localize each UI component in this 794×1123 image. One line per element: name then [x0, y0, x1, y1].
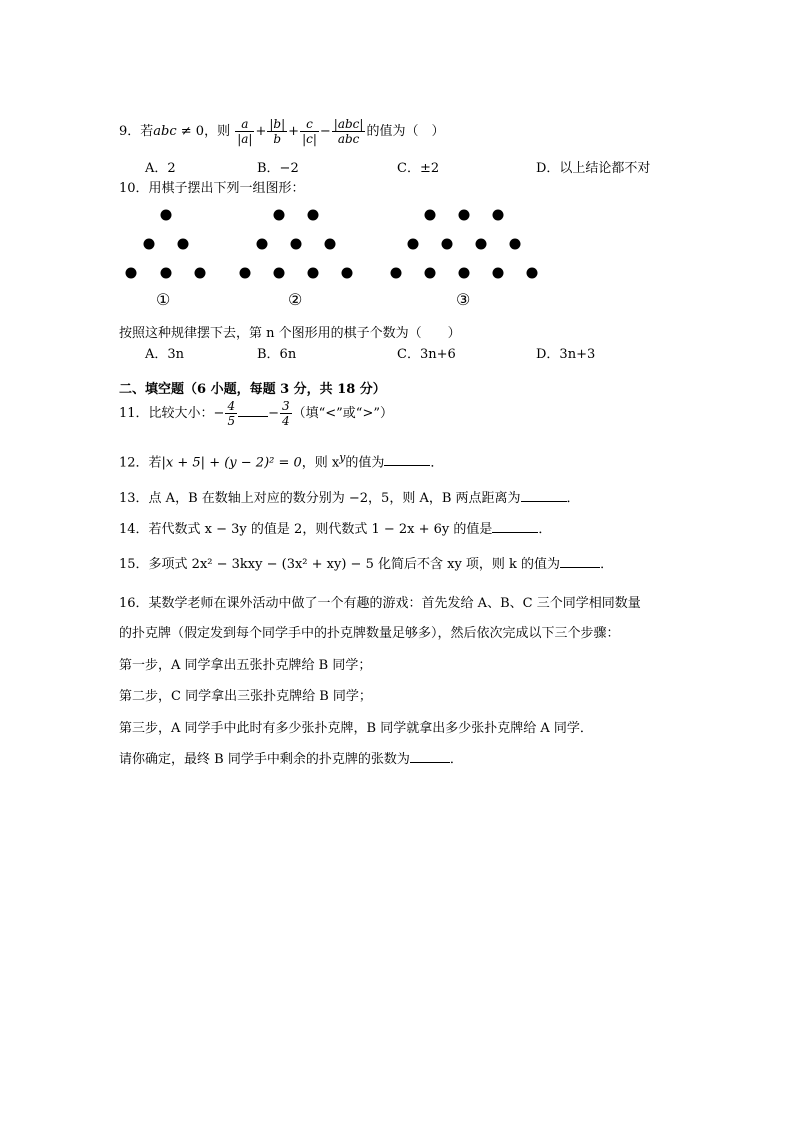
q12-expression: |x + 5| + (y − 2)² = 0: [161, 455, 302, 471]
dot: [459, 210, 470, 221]
figure-1: [126, 210, 206, 279]
dot: [144, 239, 155, 250]
q12-blank[interactable]: [384, 453, 430, 466]
q9-option-c: C．±2: [397, 161, 440, 176]
dot: [240, 268, 251, 279]
figure-label-3: ③: [456, 290, 471, 309]
q9-minus: −: [319, 124, 331, 139]
q10-option-c: C．3n+6: [397, 347, 456, 362]
q16-last-line: [119, 748, 463, 767]
q10-option-b: B．6n: [257, 347, 297, 362]
q9-option-b: B．−2: [257, 161, 299, 176]
q11-fraction-1: $\frac{4}{5}$: [227, 399, 236, 428]
q16-line-2: 的扑克牌（假定发到每个同学手中的扑克牌数量足够多），然后依次完成以下三个步骤：: [119, 626, 620, 641]
dot: [510, 239, 521, 250]
dot: [161, 268, 172, 279]
question-11: [119, 400, 393, 427]
q13-text: 13．点 A，B 在数轴上对应的数分别为 −2，5，则 A，B 两点距离为: [119, 491, 521, 506]
question-10: 10．用棋子摆出下列一组图形：: [119, 181, 305, 196]
q10-question: 按照这种规律摆下去，第 n 个图形用的棋子个数为（ ）: [119, 326, 461, 341]
dot: [291, 239, 302, 250]
q14-text: 14．若代数式 x − 3y 的值是 2，则代数式 1 − 2x + 6y 的值是: [119, 522, 493, 537]
q16-line-4: 第二步，C 同学拿出三张扑克牌给 B 同学；: [119, 689, 372, 704]
q9-fraction-2: $\frac{|b|}{b}$: [269, 117, 286, 146]
q9-condition: abc: [153, 124, 177, 139]
q12-end: ．: [430, 455, 444, 471]
dot: [274, 210, 285, 221]
question-9: [119, 118, 444, 145]
dot: [325, 239, 336, 250]
q11-minus: −: [268, 406, 279, 421]
figure-2: [240, 210, 353, 279]
q15-end: ．: [600, 557, 614, 572]
dot: [178, 239, 189, 250]
q13-end: ．: [566, 491, 580, 506]
dot: [274, 268, 285, 279]
q15-text: 15．多项式 2x² − 3kxy − (3x² + xy) − 5 化简后不含 xy 项，则 k 的值为: [119, 557, 561, 572]
figure-3: [391, 210, 538, 279]
dot: [425, 210, 436, 221]
q16-blank[interactable]: [410, 750, 450, 763]
q9-number: 9．若: [119, 124, 154, 139]
q11-blank[interactable]: [238, 404, 268, 417]
q16-end: ．: [449, 752, 463, 767]
dot: [425, 268, 436, 279]
q9-option-a: A．2: [145, 161, 176, 176]
q12-text: 12．若: [119, 455, 162, 471]
q9-option-d: D．以上结论都不对: [536, 161, 651, 176]
dot: [308, 268, 319, 279]
q11-text: 11．比较大小：−: [119, 406, 225, 421]
q9-ne: ≠ 0，则: [176, 124, 231, 139]
q13-blank[interactable]: [521, 489, 567, 502]
q9-plus-2: +: [288, 124, 300, 139]
dot: [308, 210, 319, 221]
q15-blank[interactable]: [560, 555, 600, 568]
figure-label-2: ②: [288, 290, 303, 309]
q9-fraction-1: $\frac{a}{|a|}$: [237, 117, 253, 146]
dot: [195, 268, 206, 279]
dot: [342, 268, 353, 279]
dot: [527, 268, 538, 279]
q11-tail: （填“<”或“>”）: [292, 406, 393, 421]
q16-last-text: 请你确定，最终 B 同学手中剩余的扑克牌的张数为: [119, 752, 410, 767]
q10-option-d: D．3n+3: [536, 347, 596, 362]
question-14: [119, 518, 551, 537]
dot: [493, 268, 504, 279]
q9-tail: 的值为（ ）: [366, 124, 445, 139]
q16-line-1: 16．某数学老师在课外活动中做了一个有趣的游戏：首先发给 A、B、C 三个同学相同数量: [119, 596, 641, 611]
dot: [493, 210, 504, 221]
q16-line-3: 第一步，A 同学拿出五张扑克牌给 B 同学；: [119, 658, 372, 673]
q12-text-3: 的值为: [345, 455, 385, 471]
dot: [442, 239, 453, 250]
question-15: [119, 553, 613, 572]
q10-dot-figures: [110, 200, 560, 320]
q14-blank[interactable]: [492, 520, 538, 533]
dot: [408, 239, 419, 250]
section-2-title: 二、填空题（6 小题，每题 3 分，共 18 分）: [119, 382, 386, 397]
question-12: [119, 451, 443, 470]
q12-sup: y: [339, 451, 346, 464]
dot: [391, 268, 402, 279]
dot: [161, 210, 172, 221]
q9-plus-1: +: [255, 124, 267, 139]
dot: [476, 239, 487, 250]
q14-end: ．: [538, 522, 552, 537]
q16-line-5: 第三步，A 同学手中此时有多少张扑克牌，B 同学就拿出多少张扑克牌给 A 同学．: [119, 721, 593, 736]
q11-fraction-2: $\frac{3}{4}$: [281, 399, 290, 428]
dot: [459, 268, 470, 279]
q9-fraction-4: $\frac{\text{|abc|}}{\text{abc}}$: [333, 117, 364, 146]
q10-option-a: A．3n: [145, 347, 185, 362]
figure-label-1: ①: [156, 290, 171, 309]
dot: [257, 239, 268, 250]
question-13: [119, 487, 580, 506]
dot: [126, 268, 137, 279]
q9-fraction-3: $\frac{c}{|c|}$: [302, 117, 317, 146]
q12-text-2: ，则 x: [301, 455, 340, 471]
